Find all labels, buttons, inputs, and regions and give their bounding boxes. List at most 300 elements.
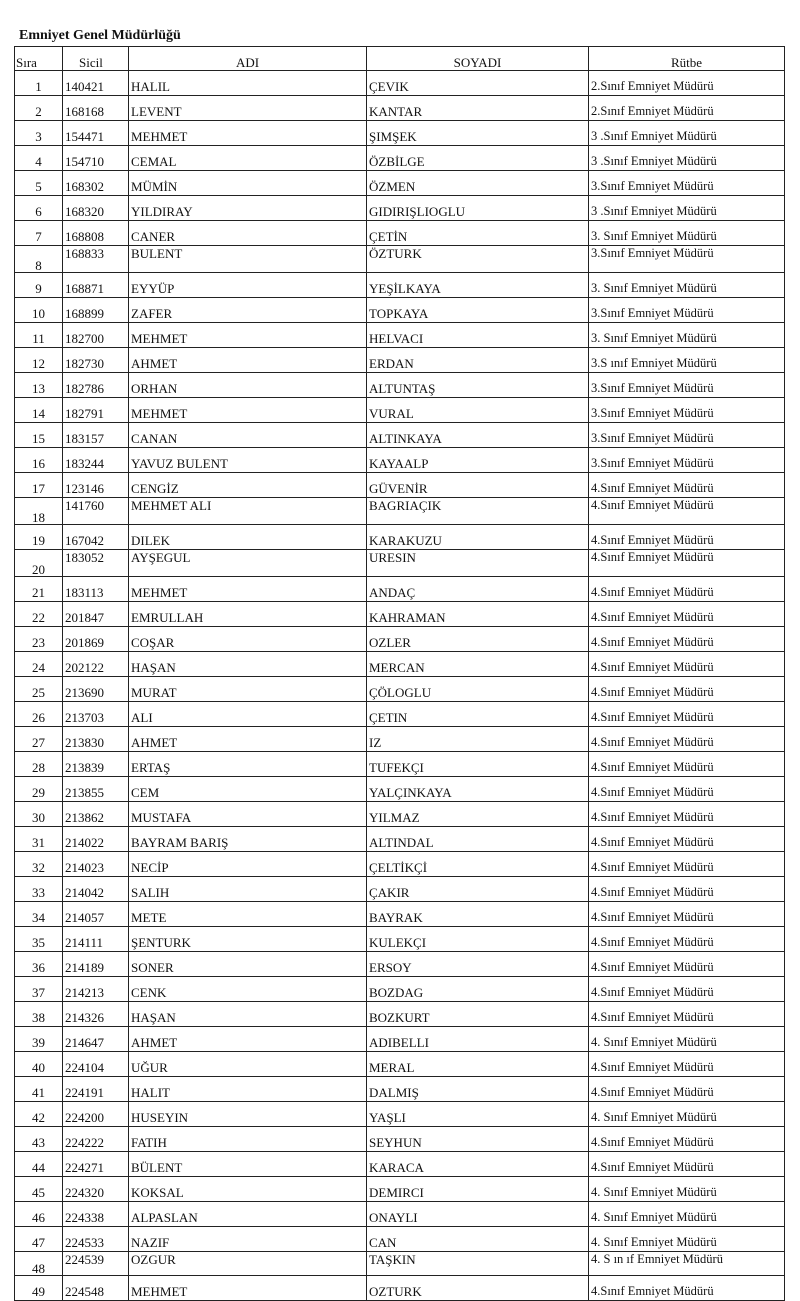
cell-sicil: 224271 (63, 1152, 129, 1177)
cell-rutbe: 4.Sınıf Emniyet Müdürü (589, 1152, 785, 1177)
cell-rutbe: 4.Sınıf Emniyet Müdürü (589, 1052, 785, 1077)
table-row (15, 1127, 785, 1152)
cell-sira: 36 (15, 952, 63, 977)
cell-sira: 15 (15, 423, 63, 448)
table-row (15, 877, 785, 902)
table-row (15, 473, 785, 498)
cell-soyadi: TUFEKÇI (367, 752, 589, 777)
table-row (15, 852, 785, 877)
cell-soyadi: MERCAN (367, 652, 589, 677)
table-row (15, 1202, 785, 1227)
cell-sicil: 182791 (63, 398, 129, 423)
cell-sicil: 183052 (63, 550, 129, 577)
cell-soyadi: CAN (367, 1227, 589, 1252)
cell-sira: 27 (15, 727, 63, 752)
cell-sira: 11 (15, 323, 63, 348)
cell-sicil: 183244 (63, 448, 129, 473)
cell-rutbe: 4.Sınıf Emniyet Müdürü (589, 1127, 785, 1152)
cell-rutbe: 3.Sınıf Emniyet Müdürü (589, 423, 785, 448)
table-header-row (15, 47, 785, 71)
cell-soyadi: ANDAÇ (367, 577, 589, 602)
cell-rutbe: 3.Sınıf Emniyet Müdürü (589, 298, 785, 323)
cell-sira: 7 (15, 221, 63, 246)
cell-sicil: 140421 (63, 71, 129, 96)
cell-adi: YAVUZ BULENT (129, 448, 367, 473)
table-row (15, 398, 785, 423)
cell-soyadi: ÇEVIK (367, 71, 589, 96)
cell-sicil: 224222 (63, 1127, 129, 1152)
column-header-adi: ADI (129, 47, 367, 71)
cell-sicil: 214057 (63, 902, 129, 927)
cell-soyadi: HELVACI (367, 323, 589, 348)
cell-sira: 47 (15, 1227, 63, 1252)
cell-adi: METE (129, 902, 367, 927)
cell-adi: SALIH (129, 877, 367, 902)
cell-rutbe: 4.Sınıf Emniyet Müdürü (589, 577, 785, 602)
cell-adi: HALIT (129, 1077, 367, 1102)
cell-soyadi: ALTINKAYA (367, 423, 589, 448)
cell-sicil: 183157 (63, 423, 129, 448)
table-row (15, 777, 785, 802)
cell-sira: 9 (15, 273, 63, 298)
cell-sicil: 168168 (63, 96, 129, 121)
table-row (15, 652, 785, 677)
cell-sicil: 168833 (63, 246, 129, 273)
cell-soyadi: KULEKÇI (367, 927, 589, 952)
cell-rutbe: 3.S ınıf Emniyet Müdürü (589, 348, 785, 373)
table-row (15, 702, 785, 727)
cell-adi: MÜMİN (129, 171, 367, 196)
table-row (15, 1002, 785, 1027)
cell-soyadi: OZTURK (367, 1276, 589, 1301)
cell-rutbe: 3.Sınıf Emniyet Müdürü (589, 171, 785, 196)
cell-rutbe: 3.Sınıf Emniyet Müdürü (589, 246, 785, 273)
cell-adi: MURAT (129, 677, 367, 702)
cell-rutbe: 4. Sınıf Emniyet Müdürü (589, 1202, 785, 1227)
cell-sicil: 224320 (63, 1177, 129, 1202)
cell-adi: KOKSAL (129, 1177, 367, 1202)
cell-sira: 17 (15, 473, 63, 498)
cell-adi: ZAFER (129, 298, 367, 323)
cell-soyadi: SEYHUN (367, 1127, 589, 1152)
cell-sira: 41 (15, 1077, 63, 1102)
cell-sicil: 182730 (63, 348, 129, 373)
cell-adi: ŞENTURK (129, 927, 367, 952)
cell-rutbe: 4.Sınıf Emniyet Müdürü (589, 1002, 785, 1027)
cell-adi: HAŞAN (129, 1002, 367, 1027)
table-row (15, 121, 785, 146)
cell-adi: ALPASLAN (129, 1202, 367, 1227)
cell-rutbe: 4.Sınıf Emniyet Müdürü (589, 752, 785, 777)
table-row (15, 602, 785, 627)
cell-rutbe: 4.Sınıf Emniyet Müdürü (589, 602, 785, 627)
cell-adi: DILEK (129, 525, 367, 550)
cell-rutbe: 3 .Sınıf Emniyet Müdürü (589, 196, 785, 221)
cell-sicil: 167042 (63, 525, 129, 550)
cell-sira: 30 (15, 802, 63, 827)
table-row (15, 627, 785, 652)
table-row (15, 802, 785, 827)
cell-sira: 6 (15, 196, 63, 221)
cell-sicil: 213703 (63, 702, 129, 727)
table-row (15, 752, 785, 777)
cell-soyadi: KARACA (367, 1152, 589, 1177)
cell-rutbe: 4.Sınıf Emniyet Müdürü (589, 702, 785, 727)
cell-rutbe: 4.Sınıf Emniyet Müdürü (589, 952, 785, 977)
cell-adi: HUSEYIN (129, 1102, 367, 1127)
cell-sira: 24 (15, 652, 63, 677)
cell-sira: 32 (15, 852, 63, 877)
cell-rutbe: 3.Sınıf Emniyet Müdürü (589, 448, 785, 473)
cell-sira: 18 (15, 498, 63, 525)
cell-soyadi: ÇAKIR (367, 877, 589, 902)
column-header-sira: Sıra (15, 47, 63, 71)
cell-soyadi: URESIN (367, 550, 589, 577)
table-row (15, 927, 785, 952)
cell-rutbe: 4.Sınıf Emniyet Müdürü (589, 652, 785, 677)
table-row (15, 1276, 785, 1301)
cell-rutbe: 4.Sınıf Emniyet Müdürü (589, 877, 785, 902)
cell-adi: CENK (129, 977, 367, 1002)
cell-sicil: 141760 (63, 498, 129, 525)
cell-sicil: 154710 (63, 146, 129, 171)
cell-rutbe: 4.Sınıf Emniyet Müdürü (589, 902, 785, 927)
cell-sicil: 214647 (63, 1027, 129, 1052)
cell-adi: CENGİZ (129, 473, 367, 498)
cell-rutbe: 4.Sınıf Emniyet Müdürü (589, 802, 785, 827)
cell-sira: 19 (15, 525, 63, 550)
table-row (15, 221, 785, 246)
cell-adi: NAZIF (129, 1227, 367, 1252)
personnel-table (14, 46, 785, 1301)
table-body (15, 71, 785, 1301)
cell-soyadi: YALÇINKAYA (367, 777, 589, 802)
cell-sira: 14 (15, 398, 63, 423)
table-row (15, 1252, 785, 1276)
cell-adi: HAŞAN (129, 652, 367, 677)
cell-rutbe: 4.Sınıf Emniyet Müdürü (589, 473, 785, 498)
cell-adi: NECİP (129, 852, 367, 877)
cell-sira: 29 (15, 777, 63, 802)
cell-rutbe: 4.Sınıf Emniyet Müdürü (589, 927, 785, 952)
cell-sicil: 214213 (63, 977, 129, 1002)
cell-soyadi: TAŞKIN (367, 1252, 589, 1276)
cell-adi: AYŞEGUL (129, 550, 367, 577)
cell-rutbe: 2.Sınıf Emniyet Müdürü (589, 96, 785, 121)
table-row (15, 1152, 785, 1177)
table-row (15, 1052, 785, 1077)
cell-soyadi: VURAL (367, 398, 589, 423)
cell-sira: 5 (15, 171, 63, 196)
cell-soyadi: ÖZMEN (367, 171, 589, 196)
cell-adi: HALIL (129, 71, 367, 96)
table-row (15, 952, 785, 977)
table-row (15, 71, 785, 96)
cell-sira: 39 (15, 1027, 63, 1052)
cell-sicil: 182786 (63, 373, 129, 398)
cell-adi: BULENT (129, 246, 367, 273)
cell-soyadi: DALMIŞ (367, 1077, 589, 1102)
cell-soyadi: ERSOY (367, 952, 589, 977)
cell-adi: AHMET (129, 727, 367, 752)
cell-sicil: 213690 (63, 677, 129, 702)
cell-soyadi: OZLER (367, 627, 589, 652)
table-row (15, 96, 785, 121)
cell-sicil: 168899 (63, 298, 129, 323)
cell-sicil: 202122 (63, 652, 129, 677)
cell-sira: 10 (15, 298, 63, 323)
cell-soyadi: BAGRIAÇIK (367, 498, 589, 525)
cell-sira: 1 (15, 71, 63, 96)
cell-sira: 46 (15, 1202, 63, 1227)
cell-adi: ORHAN (129, 373, 367, 398)
cell-adi: BAYRAM BARIŞ (129, 827, 367, 852)
cell-rutbe: 4.Sınıf Emniyet Müdürü (589, 727, 785, 752)
cell-soyadi: ONAYLI (367, 1202, 589, 1227)
cell-soyadi: ÖZTURK (367, 246, 589, 273)
table-row (15, 827, 785, 852)
cell-sicil: 168320 (63, 196, 129, 221)
cell-soyadi: KANTAR (367, 96, 589, 121)
cell-soyadi: MERAL (367, 1052, 589, 1077)
cell-soyadi: YILMAZ (367, 802, 589, 827)
cell-sira: 13 (15, 373, 63, 398)
cell-adi: MEHMET (129, 398, 367, 423)
cell-sicil: 213830 (63, 727, 129, 752)
cell-sicil: 214189 (63, 952, 129, 977)
cell-adi: SONER (129, 952, 367, 977)
cell-sira: 22 (15, 602, 63, 627)
cell-sicil: 168808 (63, 221, 129, 246)
cell-sicil: 214326 (63, 1002, 129, 1027)
cell-sicil: 224191 (63, 1077, 129, 1102)
table-row (15, 525, 785, 550)
cell-sicil: 224104 (63, 1052, 129, 1077)
cell-adi: LEVENT (129, 96, 367, 121)
cell-soyadi: BAYRAK (367, 902, 589, 927)
cell-sira: 34 (15, 902, 63, 927)
cell-sicil: 224539 (63, 1252, 129, 1276)
cell-sicil: 182700 (63, 323, 129, 348)
cell-sira: 3 (15, 121, 63, 146)
table-row (15, 977, 785, 1002)
cell-sira: 28 (15, 752, 63, 777)
cell-soyadi: DEMIRCI (367, 1177, 589, 1202)
cell-rutbe: 4.Sınıf Emniyet Müdürü (589, 1077, 785, 1102)
cell-soyadi: ALTUNTAŞ (367, 373, 589, 398)
cell-adi: MEHMET (129, 323, 367, 348)
cell-sira: 21 (15, 577, 63, 602)
cell-soyadi: TOPKAYA (367, 298, 589, 323)
table-row (15, 348, 785, 373)
cell-soyadi: ALTINDAL (367, 827, 589, 852)
cell-sicil: 224533 (63, 1227, 129, 1252)
cell-adi: CANAN (129, 423, 367, 448)
cell-sira: 44 (15, 1152, 63, 1177)
cell-rutbe: 2.Sınıf Emniyet Müdürü (589, 71, 785, 96)
cell-sicil: 214111 (63, 927, 129, 952)
table-row (15, 323, 785, 348)
cell-soyadi: ÇELTİKÇİ (367, 852, 589, 877)
cell-sira: 40 (15, 1052, 63, 1077)
cell-sira: 12 (15, 348, 63, 373)
cell-soyadi: BOZDAG (367, 977, 589, 1002)
cell-adi: MEHMET (129, 577, 367, 602)
cell-sira: 49 (15, 1276, 63, 1301)
cell-adi: ALI (129, 702, 367, 727)
cell-sira: 37 (15, 977, 63, 1002)
cell-adi: EMRULLAH (129, 602, 367, 627)
table-row (15, 550, 785, 577)
cell-rutbe: 4.Sınıf Emniyet Müdürü (589, 677, 785, 702)
cell-adi: CEM (129, 777, 367, 802)
cell-rutbe: 4.Sınıf Emniyet Müdürü (589, 498, 785, 525)
cell-sira: 45 (15, 1177, 63, 1202)
cell-sira: 48 (15, 1252, 63, 1276)
cell-adi: YILDIRAY (129, 196, 367, 221)
cell-sira: 20 (15, 550, 63, 577)
cell-rutbe: 3.Sınıf Emniyet Müdürü (589, 398, 785, 423)
table-row (15, 423, 785, 448)
cell-sicil: 201847 (63, 602, 129, 627)
cell-adi: OZGUR (129, 1252, 367, 1276)
cell-rutbe: 3.Sınıf Emniyet Müdürü (589, 373, 785, 398)
cell-rutbe: 4.Sınıf Emniyet Müdürü (589, 550, 785, 577)
cell-sira: 25 (15, 677, 63, 702)
cell-sira: 4 (15, 146, 63, 171)
cell-rutbe: 4.Sınıf Emniyet Müdürü (589, 525, 785, 550)
column-header-soyadi: SOYADI (367, 47, 589, 71)
cell-adi: AHMET (129, 1027, 367, 1052)
cell-sira: 43 (15, 1127, 63, 1152)
cell-rutbe: 4. Sınıf Emniyet Müdürü (589, 1227, 785, 1252)
cell-sicil: 183113 (63, 577, 129, 602)
cell-rutbe: 4. S ın ıf Emniyet Müdürü (589, 1252, 785, 1276)
cell-adi: MEHMET (129, 121, 367, 146)
cell-rutbe: 3 .Sınıf Emniyet Müdürü (589, 121, 785, 146)
table-row (15, 577, 785, 602)
table-row (15, 902, 785, 927)
cell-rutbe: 3 .Sınıf Emniyet Müdürü (589, 146, 785, 171)
column-header-sicil: Sicil (63, 47, 129, 71)
cell-soyadi: ÇÖLOGLU (367, 677, 589, 702)
cell-soyadi: KAHRAMAN (367, 602, 589, 627)
cell-soyadi: KAYAALP (367, 448, 589, 473)
cell-sira: 23 (15, 627, 63, 652)
table-row (15, 727, 785, 752)
table-row (15, 373, 785, 398)
cell-sira: 8 (15, 246, 63, 273)
cell-sicil: 168302 (63, 171, 129, 196)
table-row (15, 498, 785, 525)
cell-soyadi: ÇETİN (367, 221, 589, 246)
cell-adi: MUSTAFA (129, 802, 367, 827)
cell-sira: 16 (15, 448, 63, 473)
cell-sira: 26 (15, 702, 63, 727)
cell-rutbe: 4.Sınıf Emniyet Müdürü (589, 627, 785, 652)
cell-sicil: 224200 (63, 1102, 129, 1127)
cell-soyadi: ADIBELLI (367, 1027, 589, 1052)
table-row (15, 1227, 785, 1252)
cell-soyadi: ŞIMŞEK (367, 121, 589, 146)
table-row (15, 1027, 785, 1052)
cell-adi: MEHMET (129, 1276, 367, 1301)
column-header-rutbe: Rütbe (589, 47, 785, 71)
cell-sira: 33 (15, 877, 63, 902)
cell-rutbe: 4. Sınıf Emniyet Müdürü (589, 1102, 785, 1127)
cell-soyadi: ÇETIN (367, 702, 589, 727)
table-row (15, 1102, 785, 1127)
cell-adi: BÜLENT (129, 1152, 367, 1177)
table-row (15, 273, 785, 298)
cell-sicil: 213862 (63, 802, 129, 827)
table-row (15, 298, 785, 323)
cell-soyadi: GIDIRIŞLIOGLU (367, 196, 589, 221)
cell-soyadi: IZ (367, 727, 589, 752)
cell-adi: MEHMET ALI (129, 498, 367, 525)
table-row (15, 1177, 785, 1202)
table-row (15, 1077, 785, 1102)
cell-rutbe: 4.Sınıf Emniyet Müdürü (589, 827, 785, 852)
table-row (15, 171, 785, 196)
cell-rutbe: 4.Sınıf Emniyet Müdürü (589, 852, 785, 877)
cell-rutbe: 3. Sınıf Emniyet Müdürü (589, 273, 785, 298)
table-row (15, 677, 785, 702)
cell-rutbe: 4.Sınıf Emniyet Müdürü (589, 977, 785, 1002)
cell-soyadi: ERDAN (367, 348, 589, 373)
cell-sira: 2 (15, 96, 63, 121)
cell-adi: CANER (129, 221, 367, 246)
cell-sicil: 214023 (63, 852, 129, 877)
cell-sicil: 214022 (63, 827, 129, 852)
cell-soyadi: YEŞİLKAYA (367, 273, 589, 298)
cell-sicil: 213855 (63, 777, 129, 802)
cell-soyadi: ÖZBİLGE (367, 146, 589, 171)
cell-sicil: 123146 (63, 473, 129, 498)
cell-adi: UĞUR (129, 1052, 367, 1077)
cell-rutbe: 4.Sınıf Emniyet Müdürü (589, 777, 785, 802)
cell-adi: CEMAL (129, 146, 367, 171)
cell-soyadi: BOZKURT (367, 1002, 589, 1027)
cell-adi: AHMET (129, 348, 367, 373)
table-row (15, 146, 785, 171)
cell-adi: FATIH (129, 1127, 367, 1152)
cell-adi: EYYÜP (129, 273, 367, 298)
cell-rutbe: 3. Sınıf Emniyet Müdürü (589, 323, 785, 348)
document-title: Emniyet Genel Müdürlüğü (19, 28, 181, 43)
cell-sira: 38 (15, 1002, 63, 1027)
cell-sicil: 154471 (63, 121, 129, 146)
cell-rutbe: 4. Sınıf Emniyet Müdürü (589, 1177, 785, 1202)
table-row (15, 196, 785, 221)
cell-rutbe: 3. Sınıf Emniyet Müdürü (589, 221, 785, 246)
cell-sira: 31 (15, 827, 63, 852)
cell-sicil: 168871 (63, 273, 129, 298)
table-row (15, 448, 785, 473)
cell-sira: 35 (15, 927, 63, 952)
cell-sira: 42 (15, 1102, 63, 1127)
table-row (15, 246, 785, 273)
cell-sicil: 213839 (63, 752, 129, 777)
cell-soyadi: YAŞLI (367, 1102, 589, 1127)
cell-sicil: 224338 (63, 1202, 129, 1227)
cell-rutbe: 4.Sınıf Emniyet Müdürü (589, 1276, 785, 1301)
cell-soyadi: GÜVENİR (367, 473, 589, 498)
cell-sicil: 224548 (63, 1276, 129, 1301)
cell-sicil: 214042 (63, 877, 129, 902)
cell-sicil: 201869 (63, 627, 129, 652)
cell-adi: ERTAŞ (129, 752, 367, 777)
